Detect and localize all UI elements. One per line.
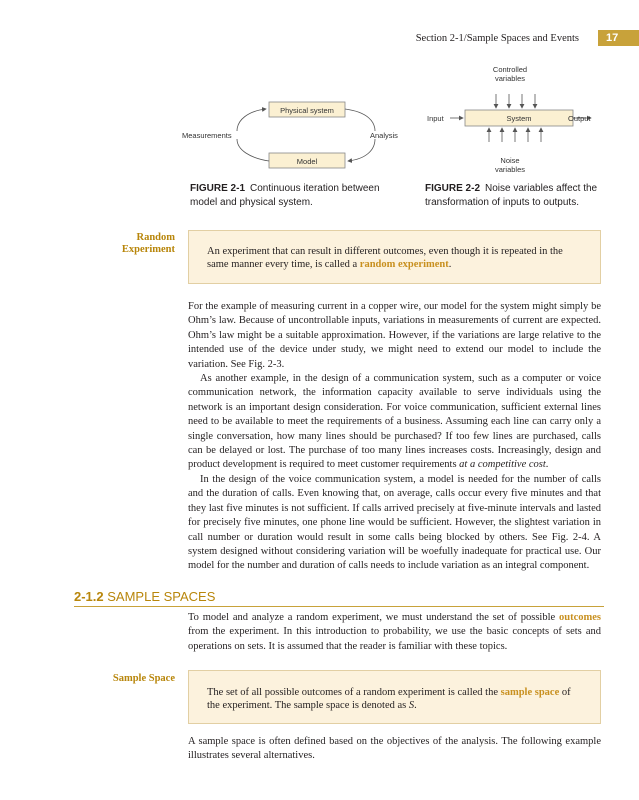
definition-random-experiment: An experiment that can result in different outcomes, even though it is repeated in the same manner every time, is called a random experiment. [207,246,563,270]
margin-note-random-experiment: Random Experiment [121,232,175,255]
page-number: 17 [598,30,639,46]
paragraph-ohms-law: For the example of measuring current in a copper wire, our model for the system might simply be Ohm’s law. Because of uncontrollable inputs, variations in measurements of current are expected. Ohm’s law might be a suitable approximation. However, if the variations are large relative to the intended use of the device under study, we might need to extend our model to include the variation. See Fig. 2-3. [188,301,601,370]
definition-box-random-experiment [188,230,601,284]
controlled-variable-arrows [496,94,535,108]
output-label: Output [568,114,591,123]
figure-2-1-caption: FIGURE 2-1 Continuous iteration between model and physical system. [190,183,380,208]
model-label: Model [296,157,318,166]
measurements-label: Measurements [182,131,232,140]
physical-system-label: Physical system [280,106,334,115]
analysis-label: Analysis [370,131,398,140]
body-text-sample-spaces [188,611,601,654]
system-label: System [506,114,532,123]
paragraph-outcomes: To model and analyze a random experiment, we must understand the set of possible outcomes from the experiment. In this introduction to probability, we use the basic concepts of sets and operations on sets. It is assumed that the reader is familiar with these topics. [188,612,601,652]
noise-variables-label: Noise variables [494,156,525,174]
paragraph-sample-space-alternatives: A sample space is often defined based on the objectives of the analysis. The following example illustrates several alternatives. [188,736,601,762]
measurements-arrow-bottom [237,139,269,161]
body-text-closing [188,735,601,764]
input-label: Input [427,114,444,123]
body-text-main [188,300,601,574]
noise-variable-arrows [489,128,541,142]
controlled-variables-label: Controlled variables [492,65,528,83]
measurements-arrow-top [237,109,266,131]
definition-sample-space: The set of all possible outcomes of a random experiment is called the sample space of the experiment. The sample space is denoted as S. [207,687,571,711]
margin-note-sample-space: Sample Space [112,673,175,684]
paragraph-voice-communication: In the design of the voice communication system, a model is needed for the number of calls and the duration of calls. Even knowing that, on average, calls occur every five minutes and that they last five minutes is not sufficient. If calls arrived precisely at five-minute intervals and lasted for precisely five minutes, one phone line would be sufficient. However, the slightest variation in call number or duration would result in some calls being blocked by others. See Fig. 2-4. A system designed without considering variation will be woefully inadequate for practical use. Our model for the number and duration of calls needs to include variation as an integral component. [188,473,601,572]
definition-box-sample-space [188,670,601,724]
section-heading: 2-1.2 SAMPLE SPACES [74,589,216,604]
paragraph-communication-system: As another example, in the design of a communication system, such as a computer or voice communication network, the information capacity available to serve individuals using the network is an important design consideration. For voice communication, sufficient external lines need to be available to meet the requirements of a business. Assuming each line can carry only a single conversation, how many lines should be purchased? If too few lines are purchased, calls can be delayed or lost. The purchase of too many lines increases costs. Increasingly, design and product development is required to meet customer requirements at a competitive cost. [188,373,601,471]
analysis-arrow-top [345,109,375,131]
figure-2-2-caption: FIGURE 2-2 Noise variables affect the transformation of inputs to outputs. [425,183,598,208]
section-rule [74,606,604,607]
running-header: Section 2-1/Sample Spaces and Events [415,33,579,44]
analysis-arrow-bottom [348,139,375,161]
